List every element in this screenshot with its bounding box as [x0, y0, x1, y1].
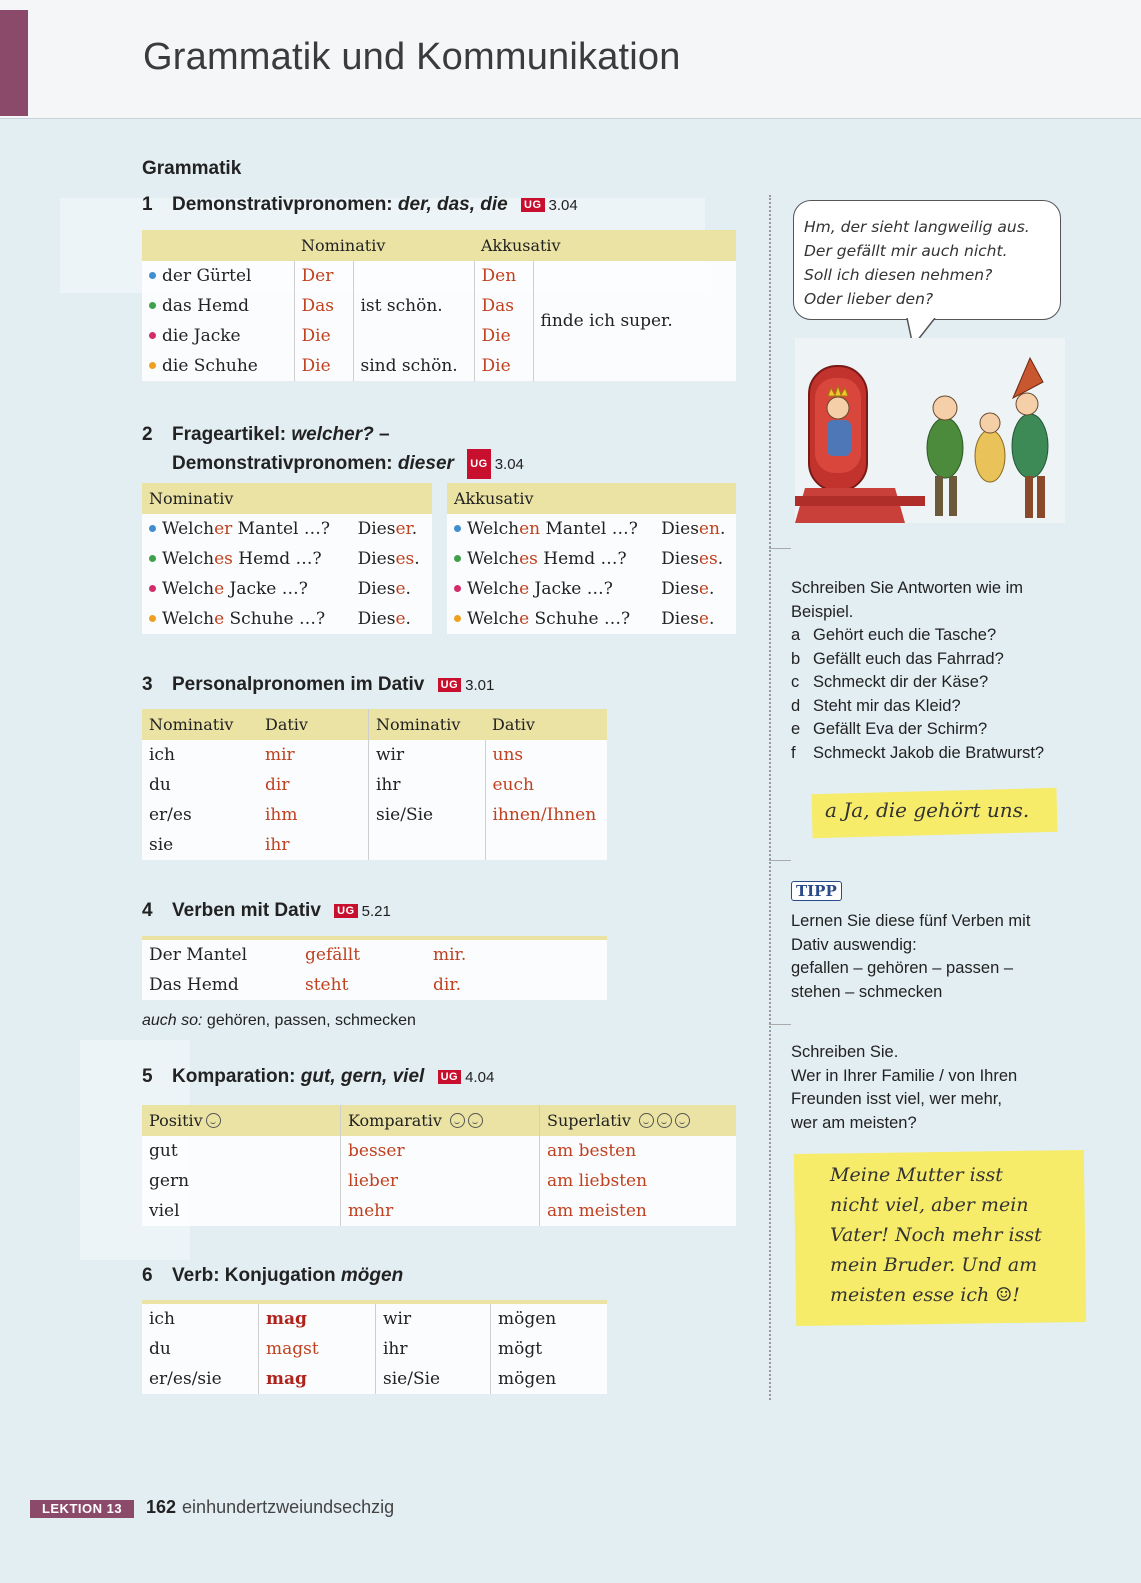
- bubble-line: Soll ich diesen nehmen?: [804, 266, 993, 284]
- answer-cell: Dieses.: [357, 549, 420, 569]
- header-cell: [294, 230, 474, 261]
- table-moegen: [142, 1300, 607, 1394]
- answer-cell: Dieser.: [357, 519, 418, 539]
- header-rule: [0, 118, 1141, 119]
- heading-text: Verb: Konjugation: [172, 1265, 341, 1286]
- heading-italic: welcher?: [291, 424, 374, 445]
- header-cell: Nominativ: [369, 709, 486, 740]
- exercise-instruction: Freunden isst viel, wer mehr,: [791, 1090, 1002, 1108]
- noun-label: die Schuhe: [162, 356, 258, 376]
- note-line: Meine Mutter isst: [830, 1164, 1003, 1186]
- header-superlativ: Superlativ: [547, 1111, 631, 1130]
- example-note: [830, 1160, 1042, 1310]
- table-row: er/es/sie mag sie/Sie mögen: [142, 1364, 607, 1394]
- table-frageartikel-akkusativ: [447, 483, 736, 634]
- bullet-plural-icon: [149, 615, 156, 622]
- divider-tick: [769, 860, 791, 861]
- table-header-row: [142, 709, 607, 740]
- section-4-heading: [142, 900, 391, 922]
- table-row: er/es ihm sie/Sie ihnen/Ihnen: [142, 800, 607, 830]
- tipp-box: [791, 910, 1030, 1004]
- table-row: [447, 604, 736, 634]
- table-demonstrativ: [142, 230, 736, 381]
- table-row: du dir ihr euch: [142, 770, 607, 800]
- ug-reference: 3.01: [465, 677, 495, 694]
- header-cell: [474, 230, 736, 261]
- bubble-line: Hm, der sieht langweilig aus.: [804, 218, 1030, 236]
- example-answer: a Ja, die gehört uns.: [825, 798, 1030, 822]
- exercise-item: b Gefällt euch das Fahrrad?: [791, 649, 1004, 668]
- question-cell: Welchen Mantel …?: [447, 514, 654, 544]
- note-line: Vater! Noch mehr isst: [830, 1224, 1042, 1246]
- smiley-icon: [675, 1113, 690, 1128]
- page-number: [146, 1497, 394, 1518]
- section-number: 3: [142, 674, 153, 695]
- nom-form: Die: [294, 321, 353, 351]
- page-number-words: einhundertzweiundsechzig: [182, 1497, 395, 1517]
- page-title: Grammatik und Kommunikation: [143, 36, 681, 78]
- answer-cell: Diesen.: [661, 519, 726, 539]
- answer-cell: Diese.: [661, 609, 715, 629]
- exercise-item: d Steht mir das Kleid?: [791, 696, 961, 715]
- bullet-fem-icon: [149, 585, 156, 592]
- question-cell: Welche Jacke …?: [447, 574, 654, 604]
- akk-form: Die: [474, 321, 533, 351]
- smiley-icon: [657, 1113, 672, 1128]
- bullet-neut-icon: [454, 555, 461, 562]
- answer-cell: Diese.: [661, 579, 715, 599]
- smiley-icon: [206, 1113, 221, 1128]
- noun-cell: [142, 321, 294, 351]
- heading-dash: –: [373, 424, 390, 445]
- table-row: du magst ihr mögt: [142, 1334, 607, 1364]
- section-number: 1: [142, 194, 153, 215]
- heading-italic: der, das, die: [397, 194, 508, 215]
- divider-tick: [769, 548, 791, 549]
- exercise-item: a Gehört euch die Tasche?: [791, 626, 997, 644]
- akk-form: Den: [474, 261, 533, 291]
- nom-form: Der: [294, 261, 353, 291]
- ug-reference: 4.04: [465, 1069, 495, 1086]
- header-cell: [540, 1105, 737, 1136]
- table-frageartikel-nominativ: [142, 483, 432, 634]
- question-cell: Welches Hemd …?: [142, 544, 351, 574]
- king-cartoon-illustration: [795, 338, 1065, 523]
- heading-text: Komparation:: [172, 1066, 301, 1087]
- nom-form: Das: [294, 291, 353, 321]
- bullet-plural-icon: [149, 362, 156, 369]
- exercise-1: [791, 577, 1044, 765]
- header-cell: [142, 230, 294, 261]
- question-cell: Welche Schuhe …?: [142, 604, 351, 634]
- akk-form: Die: [474, 351, 533, 381]
- smiley-icon: [468, 1113, 483, 1128]
- noun-cell: [142, 291, 294, 321]
- column-divider: [769, 195, 771, 1400]
- bullet-neut-icon: [149, 555, 156, 562]
- page-number-digits: 162: [146, 1497, 177, 1517]
- exercise-instruction: wer am meisten?: [791, 1113, 917, 1132]
- table-header-row: [142, 230, 736, 261]
- table-row: ich mag wir mögen: [142, 1302, 607, 1334]
- bullet-fem-icon: [149, 332, 156, 339]
- question-cell: Welche Jacke …?: [142, 574, 351, 604]
- answer-cell: Diese.: [357, 609, 411, 629]
- speech-bubble: [793, 200, 1061, 320]
- table-row: sie ihr: [142, 830, 607, 860]
- ug-badge: UG: [438, 1070, 462, 1084]
- table-row: [447, 514, 736, 544]
- lesson-label: LEKTION 13: [30, 1500, 134, 1518]
- nom-form: Die: [294, 351, 353, 381]
- section-label-grammatik: Grammatik: [142, 158, 242, 179]
- table-row: Das Hemd steht dir.: [149, 975, 461, 995]
- phrase-finde-ich-super: finde ich super.: [540, 311, 673, 331]
- table-row: [142, 544, 432, 574]
- noun-cell: [142, 261, 294, 291]
- auch-so-label: auch so:: [142, 1012, 203, 1029]
- exercise-instruction: Schreiben Sie Antworten wie im: [791, 579, 1024, 597]
- smiley-icon: [639, 1113, 654, 1128]
- header-akkusativ: Akkusativ: [481, 236, 561, 255]
- divider-tick: [769, 1024, 791, 1025]
- ug-badge: UG: [334, 904, 358, 918]
- heading-text: Demonstrativpronomen:: [172, 194, 398, 215]
- section-2-heading: [142, 421, 524, 479]
- bullet-masc-icon: [149, 272, 156, 279]
- smiley-icon: [450, 1113, 465, 1128]
- auch-so-note: [142, 1012, 416, 1030]
- question-cell: Welche Schuhe …?: [447, 604, 654, 634]
- header-nominativ: Nominativ: [301, 236, 386, 255]
- table-row: ich mir wir uns: [142, 740, 607, 770]
- bullet-masc-icon: [149, 525, 156, 532]
- exercise-instruction: Schreiben Sie.: [791, 1043, 899, 1061]
- tipp-line: Lernen Sie diese fünf Verben mit: [791, 912, 1031, 930]
- phrase-ist-schoen: ist schön.: [353, 261, 474, 351]
- section-number: 4: [142, 900, 153, 921]
- heading-text: Demonstrativpronomen:: [172, 453, 398, 474]
- table-verben-dativ: [142, 936, 607, 1000]
- note-line: nicht viel, aber mein: [830, 1194, 1029, 1216]
- section-3-heading: [142, 674, 494, 696]
- header-cell: Nominativ: [142, 709, 258, 740]
- noun-cell: [142, 351, 294, 381]
- note-line: meisten esse ich ☺!: [830, 1284, 1020, 1306]
- answer-cell: Dieses.: [661, 549, 724, 569]
- exercise-2: [791, 1041, 1017, 1135]
- header-cell: [341, 1105, 540, 1136]
- ug-reference: 5.21: [361, 903, 391, 920]
- section-5-heading: [142, 1066, 494, 1088]
- header-cell: [142, 1105, 341, 1136]
- heading-text: Personalpronomen im Dativ: [172, 674, 425, 695]
- bullet-plural-icon: [454, 615, 461, 622]
- table-row: gern lieber am liebsten: [142, 1166, 736, 1196]
- table-header-row: [142, 483, 432, 514]
- noun-label: der Gürtel: [162, 266, 252, 286]
- bullet-neut-icon: [149, 302, 156, 309]
- note-line: mein Bruder. Und am: [830, 1254, 1038, 1276]
- tipp-line: Dativ auswendig:: [791, 935, 917, 954]
- bullet-fem-icon: [454, 585, 461, 592]
- table-row: [142, 604, 432, 634]
- header-cell: Dativ: [485, 709, 607, 740]
- section-number: 2: [142, 424, 153, 445]
- heading-text: Verben mit Dativ: [172, 900, 321, 921]
- tipp-line: gefallen – gehören – passen –: [791, 959, 1014, 977]
- ug-badge: UG: [438, 678, 462, 692]
- exercise-item: f Schmeckt Jakob die Bratwurst?: [791, 743, 1045, 762]
- header-komparativ: Komparativ: [348, 1111, 442, 1130]
- exercise-item: c Schmeckt dir der Käse?: [791, 673, 989, 691]
- section-1-heading: [142, 194, 578, 216]
- answer-cell: Diese.: [357, 579, 411, 599]
- header-cell: Dativ: [258, 709, 369, 740]
- heading-text: Frageartikel:: [172, 424, 292, 445]
- question-cell: Welches Hemd …?: [447, 544, 654, 574]
- section-number: 5: [142, 1066, 153, 1087]
- akk-form: Das: [474, 291, 533, 321]
- heading-italic: gut, gern, viel: [300, 1066, 425, 1087]
- table-personalpronomen: [142, 709, 607, 860]
- tipp-line: stehen – schmecken: [791, 982, 943, 1001]
- noun-label: die Jacke: [162, 326, 241, 346]
- header-nominativ: Nominativ: [142, 483, 432, 514]
- table-row: [142, 514, 432, 544]
- noun-label: das Hemd: [162, 296, 250, 316]
- header-akkusativ: Akkusativ: [447, 483, 736, 514]
- table-row: gut besser am besten: [142, 1136, 736, 1166]
- question-cell: Welcher Mantel …?: [142, 514, 351, 544]
- ug-badge: UG: [467, 449, 491, 479]
- table-header-row: [142, 1105, 736, 1136]
- tipp-badge: TIPP: [791, 881, 842, 901]
- exercise-instruction: Wer in Ihrer Familie / von Ihren: [791, 1066, 1018, 1085]
- exercise-item: e Gefällt Eva der Schirm?: [791, 720, 988, 738]
- table-row: [142, 261, 736, 291]
- heading-italic: dieser: [397, 453, 454, 474]
- bubble-line: Der gefällt mir auch nicht.: [804, 242, 1008, 260]
- section-6-heading: [142, 1265, 403, 1287]
- section-number: 6: [142, 1265, 153, 1286]
- table-komparation: [142, 1105, 736, 1226]
- ug-badge: UG: [521, 198, 545, 212]
- table-row: [447, 544, 736, 574]
- lesson-accent-bar: [0, 10, 28, 116]
- table-row: [447, 574, 736, 604]
- exercise-instruction: Beispiel.: [791, 602, 854, 621]
- table-row: Der Mantel gefällt mir.: [149, 945, 467, 965]
- ug-reference: 3.04: [494, 456, 524, 473]
- header-positiv: Positiv: [149, 1111, 203, 1130]
- auch-so-verbs: gehören, passen, schmecken: [202, 1012, 416, 1029]
- bullet-masc-icon: [454, 525, 461, 532]
- bubble-line: Oder lieber den?: [804, 290, 934, 308]
- phrase-sind-schoen: sind schön.: [353, 351, 474, 381]
- table-row: [142, 574, 432, 604]
- ug-reference: 3.04: [548, 197, 578, 214]
- table-row: viel mehr am meisten: [142, 1196, 736, 1226]
- heading-italic: mögen: [340, 1265, 404, 1286]
- table-header-row: [447, 483, 736, 514]
